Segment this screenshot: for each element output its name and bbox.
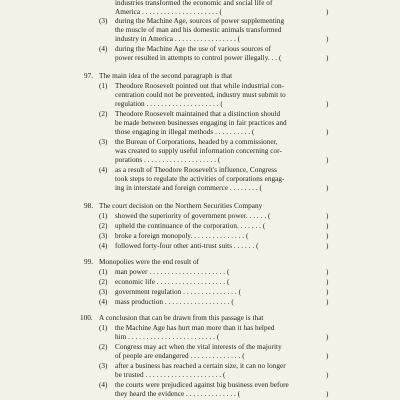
answer-paren-close: ) <box>326 268 329 276</box>
answer-paren-close: ) <box>326 212 329 220</box>
answer-paren-close: ) <box>326 232 329 240</box>
answer-paren-close: ) <box>326 288 329 296</box>
option-number: (2) <box>99 110 108 118</box>
text-line: during the Machine Age, sources of power supplementing <box>115 17 285 25</box>
text-line: upheld the continuance of the corporation. . . . . . . ( <box>115 222 266 230</box>
answer-paren-close: ) <box>326 278 329 286</box>
text-line: the courts were prejudiced against big business even before <box>115 381 289 389</box>
text-line: him . . . . . . . . . . . . . . . . . . . . . . . . ( <box>115 333 220 341</box>
answer-paren-close: ) <box>326 184 329 192</box>
option-number: (4) <box>99 242 108 250</box>
text-line: took steps to regulate the activities of corporations engag- <box>115 175 285 183</box>
text-line: as a result of Theodore Roosevelt's influence, Congress <box>115 166 277 174</box>
question-stem: The court decision on the Northern Securities Company <box>99 202 263 210</box>
answer-paren-close: ) <box>326 390 329 398</box>
text-line: be made between businesses engaging in fair practices and <box>115 119 287 127</box>
text-line: Theodore Roosevelt maintained that a distinction should <box>115 110 281 118</box>
option-number: (4) <box>99 381 108 389</box>
question-stem: Monopolies were the end result of <box>99 258 200 266</box>
option-number: (3) <box>99 138 108 146</box>
answer-paren-close: ) <box>326 128 329 136</box>
text-line: government regulation . . . . . . . . . . . . . . . ( <box>115 288 242 296</box>
text-line: during the Machine Age the use of various sources of <box>115 45 272 53</box>
answer-paren-close: ) <box>326 156 329 164</box>
option-number: (1) <box>99 324 108 332</box>
option-number: (3) <box>99 362 108 370</box>
option-number: (1) <box>99 82 108 90</box>
text-line: was created to supply useful information concerning cor- <box>115 147 282 155</box>
text-line: industries transformed the economic and social life of <box>115 0 273 7</box>
question-stem: A conclusion that can be drawn from this passage is that <box>99 314 264 322</box>
option-number: (4) <box>99 166 108 174</box>
text-line: after a business has reached a certain size, it can no longer <box>115 362 286 370</box>
text-line: centration could not be prevented, industry must submit to <box>115 91 286 99</box>
text-line: America . . . . . . . . . . . . . . . . . . . . . ( <box>115 8 222 16</box>
option-number: (2) <box>99 278 108 286</box>
option-number: (4) <box>99 298 108 306</box>
question-number: 99. <box>84 258 93 266</box>
answer-paren-close: ) <box>326 371 329 379</box>
text-line: broke a foreign monopoly. . . . . . . . . . . . . . . ( <box>115 232 249 240</box>
text-line: mass production . . . . . . . . . . . . . . . . . . ( <box>115 298 234 306</box>
answer-paren-close: ) <box>326 54 329 62</box>
option-number: (3) <box>99 17 108 25</box>
answer-paren-close: ) <box>326 222 329 230</box>
question-stem: The main idea of the second paragraph is that <box>99 72 233 80</box>
text-line: Congress may act when the vital interests of the majority <box>115 343 282 351</box>
text-line: industry in America . . . . . . . . . . . . . . . . . ( <box>115 35 241 43</box>
answer-paren-close: ) <box>326 100 329 108</box>
text-line: regulation . . . . . . . . . . . . . . . . . . . . ( <box>115 100 223 108</box>
question-number: 98. <box>84 202 93 210</box>
text-line: Theodore Roosevelt pointed out that while industrial con- <box>115 82 285 90</box>
answer-paren-close: ) <box>326 298 329 306</box>
option-number: (3) <box>99 288 108 296</box>
text-line: be trusted . . . . . . . . . . . . . . . . . . . . . ( <box>115 371 226 379</box>
text-line: man power . . . . . . . . . . . . . . . . . . . . . ( <box>115 268 230 276</box>
question-number: 97. <box>84 72 93 80</box>
text-line: ing in interstate and foreign commerce . . . . . . . . ( <box>115 184 262 192</box>
answer-paren-close: ) <box>326 8 329 16</box>
option-number: (1) <box>99 212 108 220</box>
option-number: (3) <box>99 232 108 240</box>
text-line: those engaging in illegal methods . . . . . . . . . . ( <box>115 128 255 136</box>
text-line: showed the superiority of government power. . . . . . ( <box>115 212 271 220</box>
text-line: power resulted in attempts to control power illegally. . . ( <box>115 54 282 62</box>
text-line: the muscle of man and his domestic animals transformed <box>115 26 282 34</box>
answer-paren-close: ) <box>326 333 329 341</box>
answer-paren-close: ) <box>326 35 329 43</box>
answer-paren-close: ) <box>326 352 329 360</box>
option-number: (4) <box>99 45 108 53</box>
text-line: they heard the evidence . . . . . . . . . . . . . . ( <box>115 390 241 398</box>
text-line: the Machine Age has hurt man more than it has helped <box>115 324 275 332</box>
text-line: the Bureau of Corporations, headed by a commissioner, <box>115 138 278 146</box>
option-number: (2) <box>99 343 108 351</box>
option-number: (2) <box>99 222 108 230</box>
text-line: followed forty-four other anti-trust suits . . . . . . ( <box>115 242 259 250</box>
text-line: of people are endangered . . . . . . . . . . . . . . ( <box>115 352 245 360</box>
option-number: (1) <box>99 268 108 276</box>
question-number: 100. <box>80 314 93 322</box>
text-line: economic life . . . . . . . . . . . . . . . . . . . ( <box>115 278 230 286</box>
answer-paren-close: ) <box>326 242 329 250</box>
text-line: porations . . . . . . . . . . . . . . . . . . . . ( <box>115 156 221 164</box>
